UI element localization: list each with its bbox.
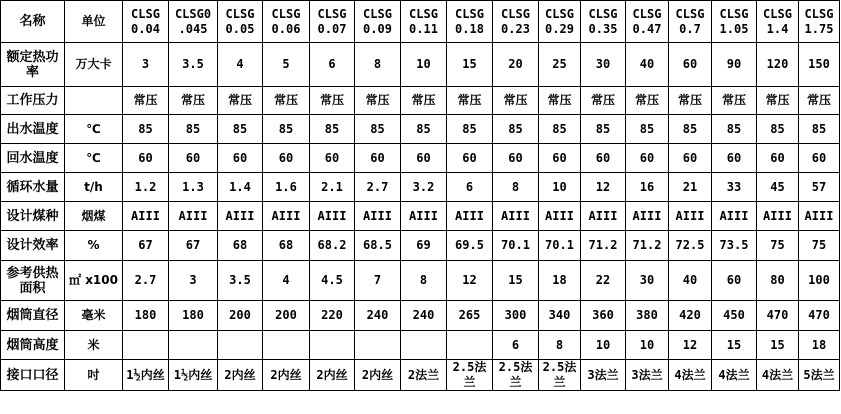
value-cell: 10 (401, 43, 447, 87)
return-temp-row (1, 144, 840, 173)
value-cell: 3法兰 (581, 360, 626, 391)
value-cell: 常压 (581, 87, 626, 115)
value-cell: 60 (169, 144, 218, 173)
value-cell: 67 (123, 231, 169, 261)
value-cell: AIII (169, 202, 218, 231)
model-header: CLSG0 .045 (169, 1, 218, 43)
value-cell: 12 (447, 261, 493, 301)
value-cell: 常压 (539, 87, 581, 115)
row-label: 工作压力 (1, 87, 65, 115)
value-cell: 80 (757, 261, 799, 301)
value-cell (355, 331, 401, 360)
row-label: 额定热功率 (1, 43, 65, 87)
value-cell: 420 (669, 301, 712, 331)
value-cell: AIII (447, 202, 493, 231)
value-cell: 16 (626, 173, 669, 202)
value-cell: 2.5法兰 (493, 360, 539, 391)
value-cell: 2内丝 (218, 360, 263, 391)
value-cell: 60 (581, 144, 626, 173)
design-efficiency-row (1, 231, 840, 261)
value-cell: 380 (626, 301, 669, 331)
value-cell: 200 (218, 301, 263, 331)
value-cell: 常压 (712, 87, 757, 115)
value-cell: 22 (581, 261, 626, 301)
value-cell: 265 (447, 301, 493, 331)
value-cell: AIII (263, 202, 310, 231)
value-cell (218, 331, 263, 360)
value-cell: AIII (626, 202, 669, 231)
value-cell: 40 (669, 261, 712, 301)
value-cell: 240 (355, 301, 401, 331)
value-cell: 85 (401, 115, 447, 144)
value-cell: AIII (401, 202, 447, 231)
value-cell: 340 (539, 301, 581, 331)
value-cell: 常压 (757, 87, 799, 115)
value-cell: 85 (169, 115, 218, 144)
value-cell: 常压 (669, 87, 712, 115)
value-cell: 45 (757, 173, 799, 202)
value-cell (447, 331, 493, 360)
value-cell: 7 (355, 261, 401, 301)
value-cell: 常压 (626, 87, 669, 115)
value-cell: 10 (626, 331, 669, 360)
value-cell (169, 331, 218, 360)
value-cell: 1.3 (169, 173, 218, 202)
unit-header: 单位 (65, 1, 123, 43)
value-cell: 常压 (310, 87, 355, 115)
header-row (1, 1, 840, 43)
value-cell: 30 (626, 261, 669, 301)
value-cell: 3.5 (169, 43, 218, 87)
row-label: 接口口径 (1, 360, 65, 391)
model-header: CLSG 0.35 (581, 1, 626, 43)
value-cell: 450 (712, 301, 757, 331)
value-cell: 85 (218, 115, 263, 144)
value-cell: 12 (581, 173, 626, 202)
value-cell: 4 (263, 261, 310, 301)
model-header: CLSG 0.47 (626, 1, 669, 43)
model-header: CLSG 1.4 (757, 1, 799, 43)
value-cell (123, 331, 169, 360)
value-cell: 1½内丝 (123, 360, 169, 391)
value-cell: 72.5 (669, 231, 712, 261)
value-cell: 常压 (218, 87, 263, 115)
value-cell: 3 (169, 261, 218, 301)
value-cell (310, 331, 355, 360)
model-header: CLSG 0.29 (539, 1, 581, 43)
name-header: 名称 (1, 1, 65, 43)
value-cell: 2.5法兰 (447, 360, 493, 391)
value-cell: 1.4 (218, 173, 263, 202)
unit-cell: 米 (65, 331, 123, 360)
value-cell: 470 (799, 301, 840, 331)
value-cell: 85 (123, 115, 169, 144)
value-cell: AIII (218, 202, 263, 231)
value-cell: 常压 (123, 87, 169, 115)
value-cell: 85 (310, 115, 355, 144)
row-label: 参考供热面积 (1, 261, 65, 301)
value-cell: 70.1 (493, 231, 539, 261)
value-cell: 150 (799, 43, 840, 87)
value-cell: 2.7 (123, 261, 169, 301)
value-cell: 25 (539, 43, 581, 87)
value-cell: 300 (493, 301, 539, 331)
unit-cell: 吋 (65, 360, 123, 391)
chimney-height-row (1, 331, 840, 360)
value-cell: 常压 (355, 87, 401, 115)
value-cell: 68 (218, 231, 263, 261)
model-header: CLSG 0.04 (123, 1, 169, 43)
value-cell: 2内丝 (355, 360, 401, 391)
model-header: CLSG 0.11 (401, 1, 447, 43)
value-cell: 240 (401, 301, 447, 331)
value-cell: 6 (447, 173, 493, 202)
value-cell: 1.2 (123, 173, 169, 202)
value-cell: 5法兰 (799, 360, 840, 391)
value-cell: 60 (263, 144, 310, 173)
value-cell: 60 (626, 144, 669, 173)
value-cell: 85 (669, 115, 712, 144)
value-cell: 68.2 (310, 231, 355, 261)
value-cell: 8 (539, 331, 581, 360)
value-cell: 220 (310, 301, 355, 331)
value-cell: 360 (581, 301, 626, 331)
value-cell: 60 (757, 144, 799, 173)
value-cell: 18 (539, 261, 581, 301)
model-header: CLSG 0.06 (263, 1, 310, 43)
value-cell: 180 (123, 301, 169, 331)
value-cell: 2法兰 (401, 360, 447, 391)
value-cell: 85 (581, 115, 626, 144)
value-cell: 470 (757, 301, 799, 331)
unit-cell: % (65, 231, 123, 261)
value-cell: AIII (799, 202, 840, 231)
value-cell: 20 (493, 43, 539, 87)
unit-cell: 万大卡 (65, 43, 123, 87)
value-cell: 60 (669, 43, 712, 87)
value-cell: 69.5 (447, 231, 493, 261)
value-cell: 4 (218, 43, 263, 87)
row-label: 烟筒直径 (1, 301, 65, 331)
model-header: CLSG 0.23 (493, 1, 539, 43)
unit-cell (65, 87, 123, 115)
value-cell: 15 (757, 331, 799, 360)
model-header: CLSG 0.07 (310, 1, 355, 43)
value-cell: 60 (669, 144, 712, 173)
model-header: CLSG 0.7 (669, 1, 712, 43)
unit-cell: t/h (65, 173, 123, 202)
value-cell: 常压 (263, 87, 310, 115)
value-cell: 71.2 (581, 231, 626, 261)
value-cell: 5 (263, 43, 310, 87)
value-cell: 60 (355, 144, 401, 173)
row-label: 烟筒高度 (1, 331, 65, 360)
model-header: CLSG 1.75 (799, 1, 840, 43)
value-cell: 2内丝 (263, 360, 310, 391)
value-cell: 68.5 (355, 231, 401, 261)
model-header: CLSG 0.05 (218, 1, 263, 43)
value-cell: 60 (493, 144, 539, 173)
value-cell: 30 (581, 43, 626, 87)
value-cell: 4法兰 (669, 360, 712, 391)
value-cell: 6 (310, 43, 355, 87)
value-cell: 85 (447, 115, 493, 144)
design-coal-row (1, 202, 840, 231)
unit-cell: 毫米 (65, 301, 123, 331)
value-cell: AIII (310, 202, 355, 231)
value-cell: 18 (799, 331, 840, 360)
value-cell: 3.5 (218, 261, 263, 301)
value-cell: 70.1 (539, 231, 581, 261)
value-cell (401, 331, 447, 360)
value-cell: AIII (355, 202, 401, 231)
value-cell: 60 (712, 261, 757, 301)
value-cell: 常压 (401, 87, 447, 115)
value-cell: 常压 (493, 87, 539, 115)
value-cell: 15 (447, 43, 493, 87)
value-cell: 3法兰 (626, 360, 669, 391)
row-label: 出水温度 (1, 115, 65, 144)
value-cell: 57 (799, 173, 840, 202)
model-header: CLSG 1.05 (712, 1, 757, 43)
value-cell: 15 (493, 261, 539, 301)
unit-cell: ℃ (65, 115, 123, 144)
unit-cell: 烟煤 (65, 202, 123, 231)
value-cell: AIII (123, 202, 169, 231)
value-cell: 2.7 (355, 173, 401, 202)
value-cell: 15 (712, 331, 757, 360)
outlet-temp-row (1, 115, 840, 144)
row-label: 循环水量 (1, 173, 65, 202)
value-cell: AIII (539, 202, 581, 231)
value-cell: 3 (123, 43, 169, 87)
value-cell: 10 (539, 173, 581, 202)
value-cell: 2内丝 (310, 360, 355, 391)
value-cell: 4.5 (310, 261, 355, 301)
working-pressure-row (1, 87, 840, 115)
interface-caliber-row (1, 360, 840, 391)
value-cell: 69 (401, 231, 447, 261)
value-cell: 6 (493, 331, 539, 360)
value-cell: 10 (581, 331, 626, 360)
value-cell: 60 (218, 144, 263, 173)
value-cell: 8 (493, 173, 539, 202)
unit-cell: ℃ (65, 144, 123, 173)
model-header: CLSG 0.09 (355, 1, 401, 43)
value-cell: 68 (263, 231, 310, 261)
value-cell (263, 331, 310, 360)
value-cell: AIII (581, 202, 626, 231)
value-cell: 100 (799, 261, 840, 301)
value-cell: AIII (493, 202, 539, 231)
value-cell: 4法兰 (712, 360, 757, 391)
value-cell: 60 (447, 144, 493, 173)
value-cell: 200 (263, 301, 310, 331)
value-cell: 85 (757, 115, 799, 144)
value-cell: 120 (757, 43, 799, 87)
row-label: 回水温度 (1, 144, 65, 173)
chimney-diameter-row (1, 301, 840, 331)
circulating-water-row (1, 173, 840, 202)
value-cell: 2.5法兰 (539, 360, 581, 391)
value-cell: 85 (263, 115, 310, 144)
value-cell: 常压 (447, 87, 493, 115)
model-header: CLSG 0.18 (447, 1, 493, 43)
value-cell: 21 (669, 173, 712, 202)
heating-area-row (1, 261, 840, 301)
value-cell: AIII (757, 202, 799, 231)
value-cell: 90 (712, 43, 757, 87)
row-label: 设计效率 (1, 231, 65, 261)
row-label: 设计煤种 (1, 202, 65, 231)
value-cell: 60 (539, 144, 581, 173)
value-cell: 60 (123, 144, 169, 173)
value-cell: 60 (712, 144, 757, 173)
value-cell: 2.1 (310, 173, 355, 202)
value-cell: 75 (757, 231, 799, 261)
value-cell: 8 (355, 43, 401, 87)
value-cell: 1½内丝 (169, 360, 218, 391)
value-cell: 73.5 (712, 231, 757, 261)
value-cell: 85 (539, 115, 581, 144)
value-cell: 85 (355, 115, 401, 144)
value-cell: 71.2 (626, 231, 669, 261)
value-cell: 12 (669, 331, 712, 360)
value-cell: 85 (799, 115, 840, 144)
value-cell: 60 (401, 144, 447, 173)
value-cell: 40 (626, 43, 669, 87)
value-cell: 67 (169, 231, 218, 261)
value-cell: 8 (401, 261, 447, 301)
value-cell: 85 (712, 115, 757, 144)
value-cell: 3.2 (401, 173, 447, 202)
value-cell: 85 (493, 115, 539, 144)
value-cell: 常压 (799, 87, 840, 115)
value-cell: 常压 (169, 87, 218, 115)
value-cell: 85 (626, 115, 669, 144)
value-cell: AIII (712, 202, 757, 231)
value-cell: 4法兰 (757, 360, 799, 391)
value-cell: 60 (799, 144, 840, 173)
value-cell: 33 (712, 173, 757, 202)
value-cell: 75 (799, 231, 840, 261)
value-cell: 180 (169, 301, 218, 331)
value-cell: AIII (669, 202, 712, 231)
value-cell: 1.6 (263, 173, 310, 202)
rated-heat-power-row (1, 43, 840, 87)
unit-cell: ㎡ x100 (65, 261, 123, 301)
value-cell: 60 (310, 144, 355, 173)
